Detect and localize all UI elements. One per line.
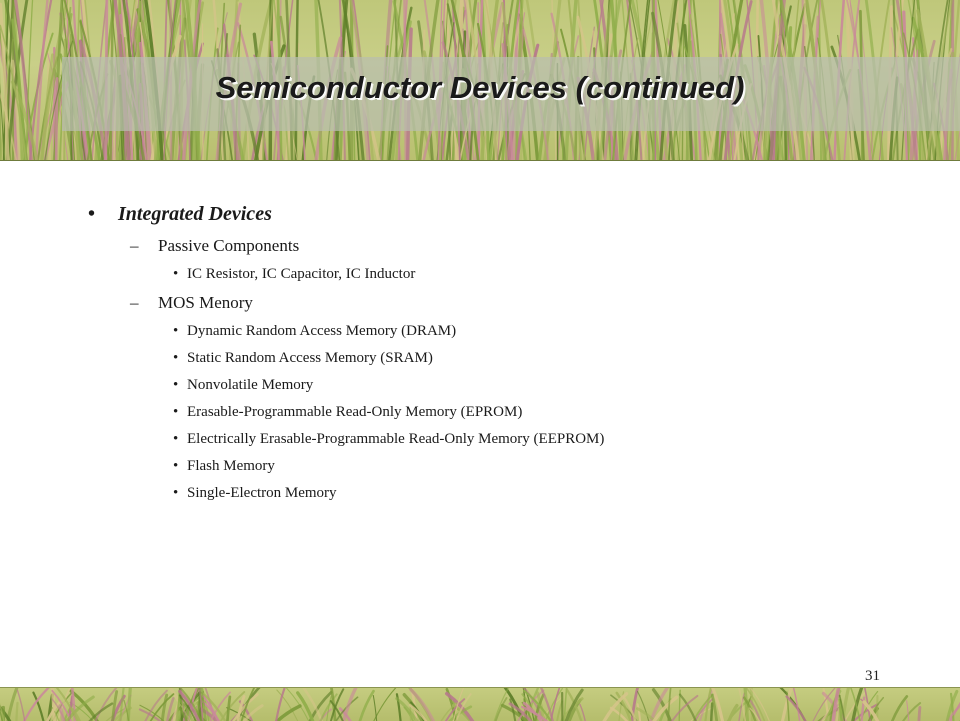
bullet-dot-icon: •: [173, 377, 178, 394]
grass-blade: [60, 706, 64, 721]
page-number: 31: [820, 668, 880, 685]
grass-blade: [711, 703, 712, 721]
item-text: Static Random Access Memory (SRAM): [187, 350, 433, 366]
list-item: [187, 350, 433, 367]
item-text: Erasable-Programmable Read-Only Memory (EPROM): [187, 404, 522, 420]
grass-blade: [358, 691, 373, 721]
grass-blade: [17, 690, 25, 721]
section-label: MOS Menory: [158, 293, 253, 312]
list-item: [187, 266, 415, 283]
grass-blade: [900, 703, 920, 721]
grass-blade: [890, 696, 906, 721]
item-text: IC Resistor, IC Capacitor, IC Inductor: [187, 266, 415, 282]
heading-text: Integrated Devices: [118, 203, 272, 225]
item-text: Nonvolatile Memory: [187, 377, 313, 393]
bullet-dot-icon: •: [173, 458, 178, 475]
bullet-heading: [118, 203, 272, 226]
item-text: Flash Memory: [187, 458, 275, 474]
bullet-dot-icon: •: [173, 266, 178, 283]
list-item: [187, 485, 337, 502]
grass-background: [0, 688, 960, 721]
dash-icon: –: [130, 236, 139, 256]
grass-blade: [227, 697, 230, 721]
bullet-dot-icon: •: [173, 323, 178, 340]
grass-blade: [16, 703, 17, 721]
item-text: Single-Electron Memory: [187, 485, 337, 501]
grass-blade: [112, 692, 117, 721]
list-item: [187, 404, 522, 421]
bullet-dot-icon: •: [173, 350, 178, 367]
list-item: [187, 323, 456, 340]
bullet-dot-icon: •: [173, 404, 178, 421]
grass-blade: [162, 695, 167, 721]
bullet-dot-icon: •: [173, 431, 178, 448]
section-label: Passive Components: [158, 236, 299, 255]
grass-blade: [907, 701, 909, 721]
grass-blade: [22, 688, 51, 721]
slide-title: Semiconductor Devices (continued): [0, 70, 960, 106]
footer-strip: [0, 687, 960, 721]
grass-blade: [494, 698, 506, 721]
section-passive-components: [158, 236, 299, 256]
grass-blade: [638, 704, 641, 721]
bullet-dot-icon: •: [88, 203, 95, 226]
grass-blade: [342, 688, 357, 721]
item-text: Electrically Erasable-Programmable Read-Only Memory (EEPROM): [187, 431, 604, 447]
list-item: [187, 431, 604, 448]
list-item: [187, 458, 275, 475]
section-mos-memory: [158, 293, 253, 313]
list-item: [187, 377, 313, 394]
grass-blade: [919, 707, 920, 721]
grass-blade: [787, 697, 808, 721]
dash-icon: –: [130, 293, 139, 313]
bullet-dot-icon: •: [173, 485, 178, 502]
item-text: Dynamic Random Access Memory (DRAM): [187, 323, 456, 339]
